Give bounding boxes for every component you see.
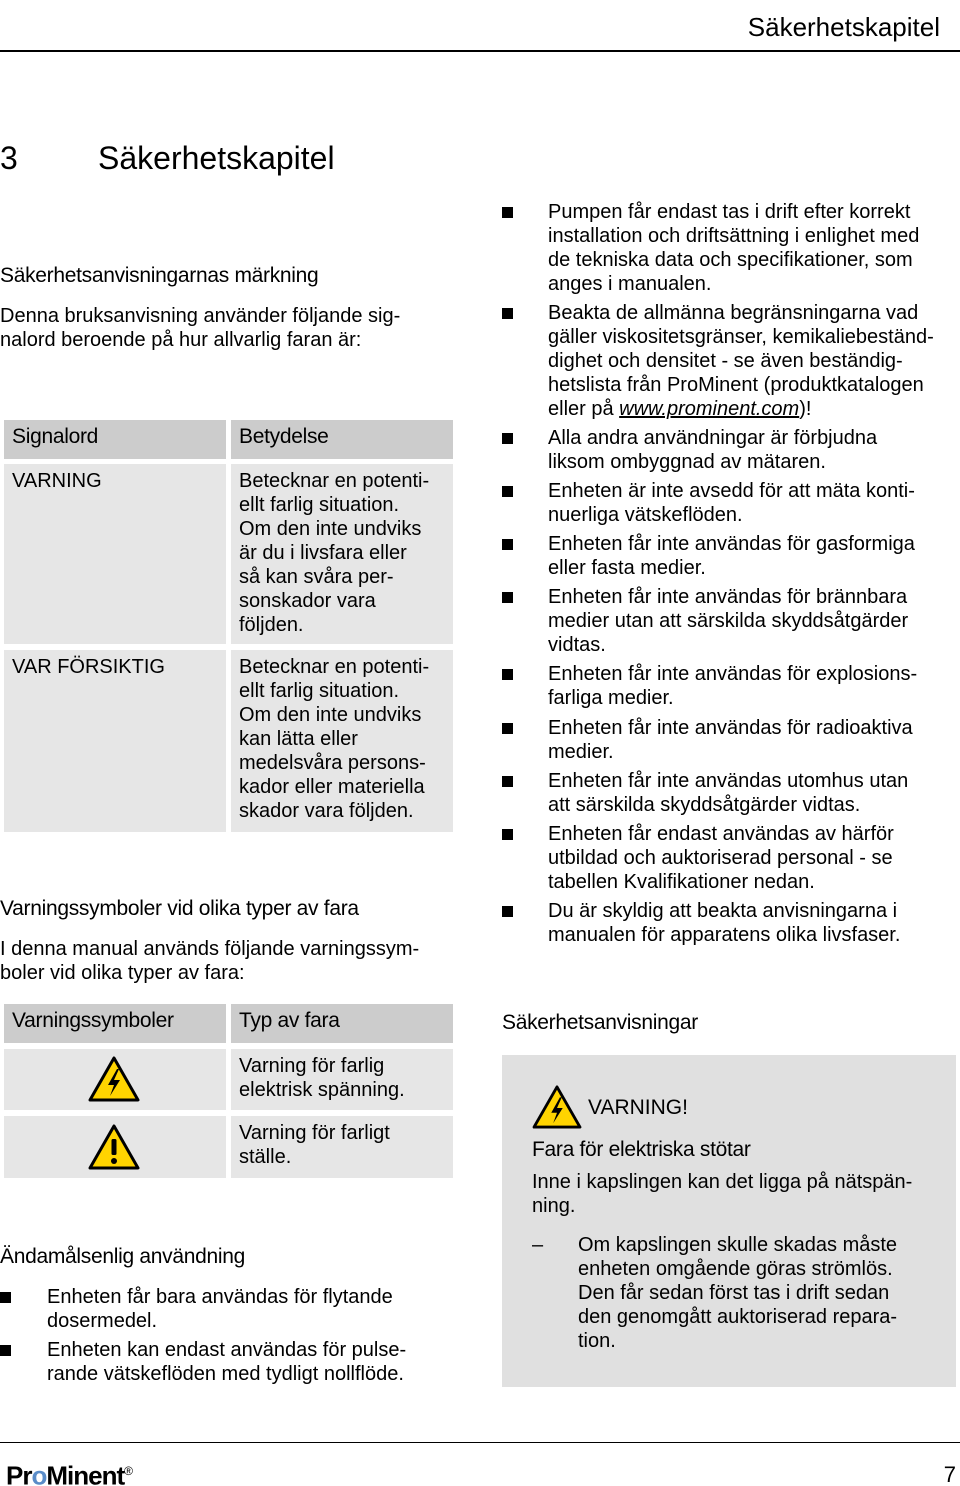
warning-box [502,1055,956,1387]
bullet-line: utbildad och auktoriserad personal - se [548,847,893,869]
bullet-square-icon [502,829,513,840]
chapter-title [0,138,335,178]
meaning-line: Betecknar en potenti- [239,470,430,492]
bullet-square-icon [502,207,513,218]
action-line: Den får sedan först tas i drift sedan [578,1282,890,1304]
hazard-line: ning. [532,1195,576,1217]
symbols-heading: Varningssymboler vid olika typer av fara [0,897,359,920]
meaning-line: medelsvåra persons- [239,752,426,774]
intro-line: Denna bruksanvisning använder följande sig- [0,305,401,327]
bullet-line: Enheten får inte användas utomhus utan [548,770,909,792]
bullet-line [548,397,958,421]
header-rule [0,50,960,52]
general-warning-icon [88,1124,140,1170]
list-item [0,1285,460,1333]
meaning-line: kador eller materiella [239,776,425,798]
page-number: 7 [943,1462,956,1486]
bullet-line: Enheten får inte användas för explosions- [548,663,918,685]
bullet-line: rande vätskeflöden med tydligt nollflöde. [47,1363,404,1385]
signal-term-varning: VARNING [4,464,226,644]
intro-line: I denna manual används följande varningssym- [0,938,420,960]
desc-line: ställe. [239,1146,292,1168]
bullet-square-icon [502,308,513,319]
meaning-line: är du i livsfara eller [239,542,407,564]
meaning-line: följden. [239,614,304,636]
symbol-desc-general [231,1116,453,1178]
meaning-line: skador vara följden. [239,800,414,822]
list-item [502,662,958,710]
bullet-line: liksom ombyggnad av mätaren. [548,451,826,473]
bullet-line: Enheten får endast användas av härför [548,823,894,845]
desc-line: Varning för farligt [239,1122,390,1144]
symbols-intro [0,937,419,985]
list-item [502,200,958,296]
bullet-line: Enheten kan endast användas för pulse- [47,1339,407,1361]
bullet-line: dosermedel. [47,1310,158,1332]
action-line: tion. [578,1330,616,1352]
hazard-line: Inne i kapslingen kan det ligga på nätspän- [532,1171,913,1193]
list-item [502,301,958,421]
bullet-line: installation och driftsättning i enlighet med [548,225,920,247]
desc-line: Varning för farlig [239,1055,385,1077]
bullet-line: manualen för apparatens olika livsfaser. [548,924,901,946]
list-item [502,769,958,817]
list-item [502,479,958,527]
meaning-line: så kan svåra per- [239,566,394,588]
bullet-line: eller fasta medier. [548,557,706,579]
action-line: den genomgått auktoriserad repara- [578,1306,898,1328]
bullet-line: hetslista från ProMinent (produktkatalogen [548,374,924,396]
bullet-line: Enheten får bara användas för flytande [47,1286,393,1308]
action-description [578,1233,948,1353]
safety-heading: Säkerhetsanvisningar [502,1011,698,1034]
meaning-line: ellt farlig situation. [239,494,400,516]
meaning-line: ellt farlig situation. [239,680,400,702]
running-title: Säkerhetskapitel [747,12,940,42]
table-header-betydelse: Betydelse [231,420,453,459]
list-item [502,585,958,657]
bullet-line: Enheten får inte användas för radioaktiva [548,717,913,739]
prominent-logo [6,1455,132,1486]
table-header-signalord: Signalord [4,420,226,459]
bullet-line: anges i manualen. [548,273,712,295]
bullet-square-icon [502,592,513,603]
meaning-line: Om den inte undviks [239,518,422,540]
logo-part: Minent [46,1460,125,1486]
bullet-line: farliga medier. [548,687,674,709]
bullet-square-icon [502,723,513,734]
list-item [502,716,958,764]
bullet-line: Pumpen får endast tas i drift efter korrekt [548,201,911,223]
electric-warning-icon [532,1085,582,1129]
list-item [502,899,958,947]
logo-part: o [31,1460,47,1486]
bullet-line: Enheten får inte användas för gasformiga [548,533,915,555]
electric-warning-icon [88,1056,140,1102]
bullet-line: att särskilda skyddsåtgärder vidtas. [548,794,861,816]
meaning-line: sonskador vara [239,590,376,612]
table-header-varningssymboler: Varningssymboler [4,1004,226,1043]
hazard-title: Fara för elektriska stötar [532,1138,751,1161]
list-item [0,1338,460,1386]
bullet-line: Beakta de allmänna begränsningarna vad [548,302,919,324]
signal-meaning-forsiktig [231,650,453,832]
bullet-line: gäller viskositetsgränser, kemikaliebeständ- [548,326,934,348]
bullet-line: Enheten är inte avsedd för att mäta konti- [548,480,915,502]
bullet-line: medier utan att särskilda skyddsåtgärder [548,610,909,632]
warning-label: VARNING! [588,1096,688,1119]
bullet-line: vidtas. [548,634,606,656]
meaning-line: Betecknar en potenti- [239,656,430,678]
bullet-line: de tekniska data och specifikationer, som [548,249,913,271]
symbol-cell-general [4,1116,226,1178]
bullet-square-icon [0,1292,11,1303]
chapter-number: 3 [0,140,18,176]
desc-line: elektrisk spänning. [239,1079,405,1101]
bullet-square-icon [502,906,513,917]
logo-part: Pr [6,1460,32,1486]
signal-term-forsiktig: VAR FÖRSIKTIG [4,650,226,832]
bullet-line: Du är skyldig att beakta anvisningarna i [548,900,898,922]
bullet-square-icon [502,433,513,444]
action-dash: – [532,1234,544,1256]
bullet-line: Enheten får inte användas för brännbara [548,586,908,608]
meaning-line: kan lätta eller [239,728,358,750]
symbol-desc-electric [231,1049,453,1110]
link-prefix: eller på [548,398,620,420]
table-header-typ-av-fara: Typ av fara [231,1004,453,1043]
footer-rule [0,1442,960,1443]
logo-registered: ® [124,1464,132,1478]
marking-heading: Säkerhetsanvisningarnas märkning [0,264,319,287]
bullet-line: dighet och densitet - se även beständig- [548,350,903,372]
bullet-square-icon [0,1345,11,1356]
prominent-website-link[interactable]: www.prominent.com [619,398,800,420]
bullet-line: medier. [548,741,614,763]
list-item [502,532,958,580]
bullet-square-icon [502,486,513,497]
bullet-square-icon [502,539,513,550]
list-item [502,426,958,474]
link-suffix: )! [799,398,812,420]
action-line: Om kapslingen skulle skadas måste [578,1234,898,1256]
bullet-square-icon [502,669,513,680]
meaning-line: Om den inte undviks [239,704,422,726]
intro-line: nalord beroende på hur allvarlig faran är: [0,329,362,351]
signal-meaning-varning [231,464,453,644]
bullet-square-icon [502,776,513,787]
intro-line: boler vid olika typer av fara: [0,962,245,984]
marking-intro [0,304,400,352]
list-item [502,822,958,894]
chapter-title-text: Säkerhetskapitel [98,140,335,176]
bullet-line: nuerliga vätskeflöden. [548,504,743,526]
intended-use-heading: Ändamålsenlig användning [0,1245,245,1268]
bullet-line: Alla andra användningar är förbjudna [548,427,878,449]
symbol-cell-electric [4,1049,226,1110]
bullet-line: tabellen Kvalifikationer nedan. [548,871,815,893]
action-line: enheten omgående göras strömlös. [578,1258,893,1280]
hazard-description [532,1170,952,1218]
